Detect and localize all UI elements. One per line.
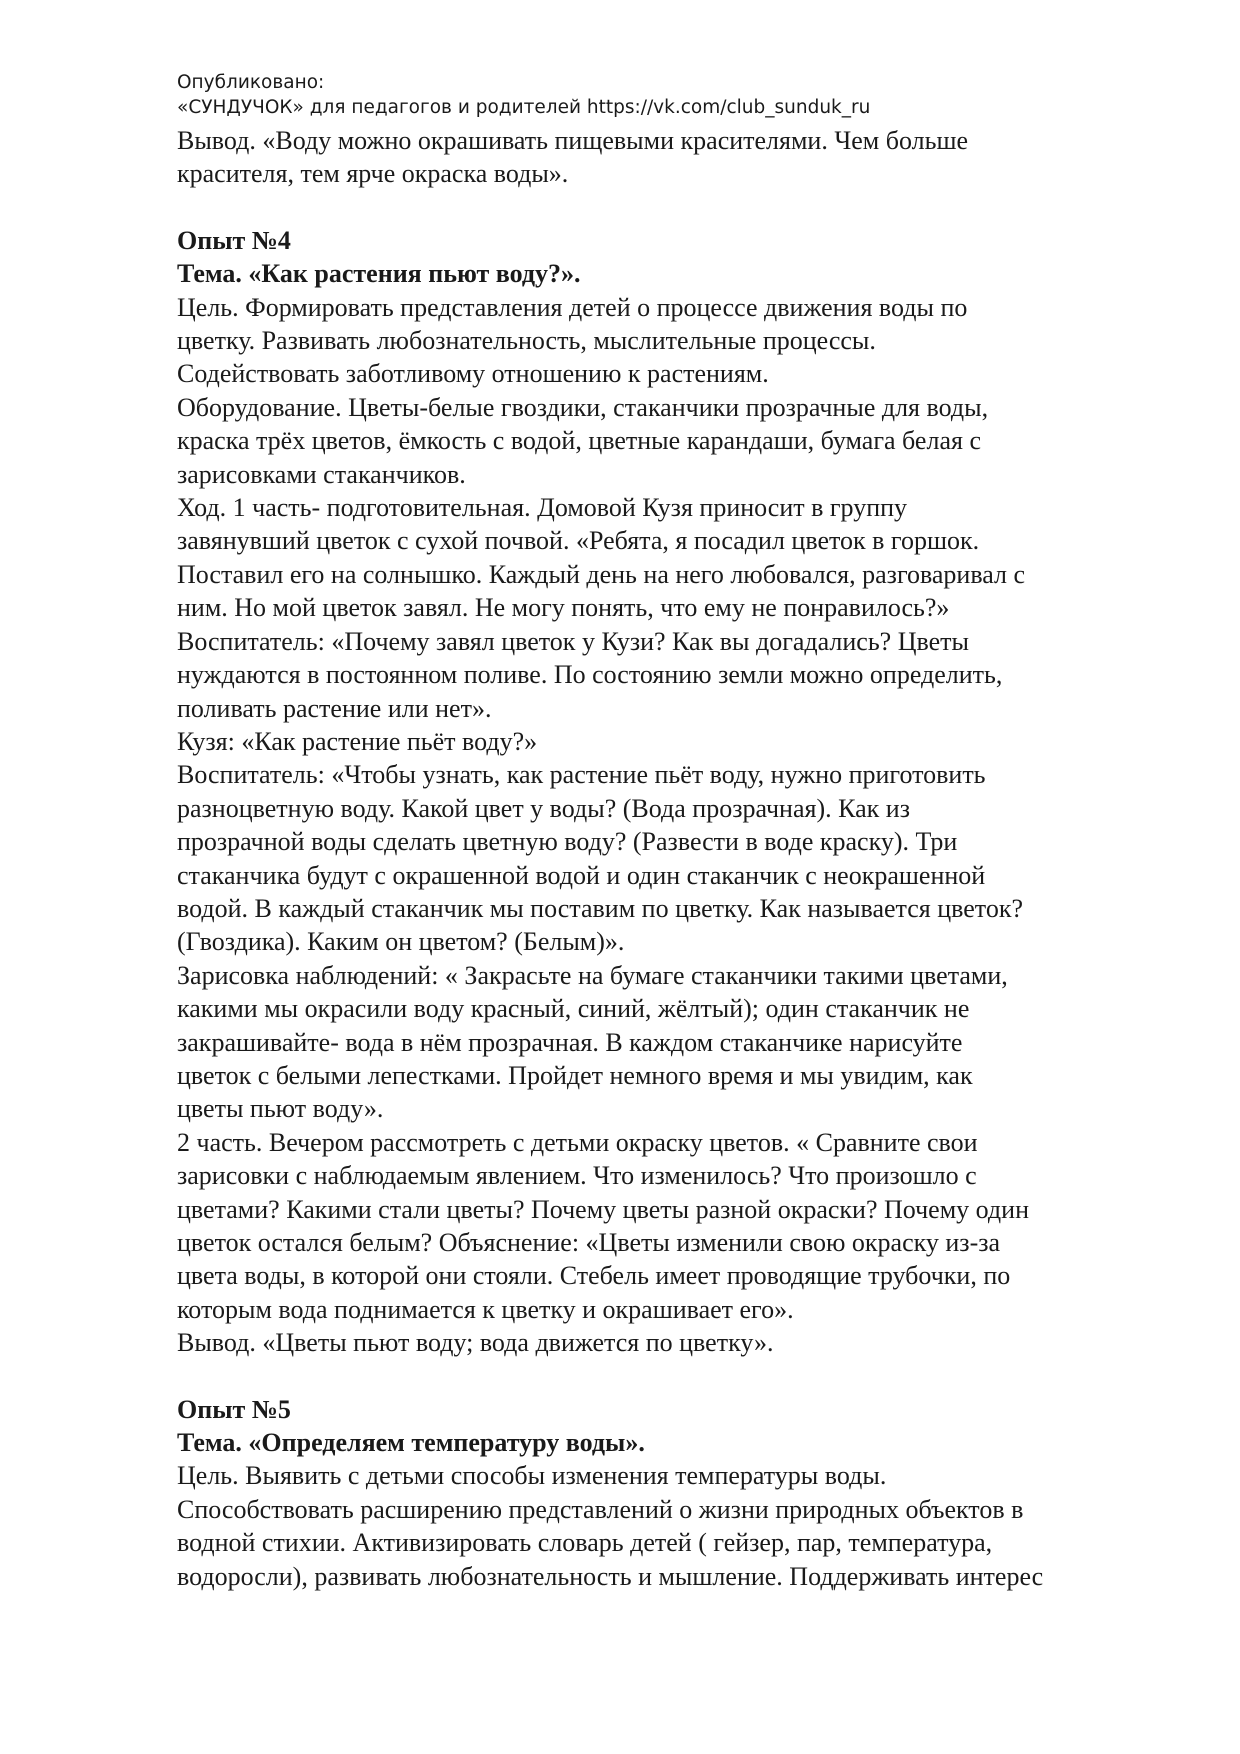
paragraph-line: Поставил его на солнышко. Каждый день на него любовался, разговаривал с <box>177 559 1026 589</box>
experiment-4-theme: Тема. «Как растения пьют воду?». <box>177 259 581 289</box>
paragraph-line: цветку. Развивать любознательность, мыслительные процессы. <box>177 326 876 356</box>
paragraph-line: цветок остался белым? Объяснение: «Цветы изменили свою окраску из-за <box>177 1228 1001 1257</box>
paragraph-line: какими мы окрасили воду красный, синий, жёлтый); один стаканчик не <box>177 994 970 1024</box>
paragraph-line: Воспитатель: «Почему завял цветок у Кузи? Как вы догадались? Цветы <box>177 626 969 656</box>
paragraph-line: Содействовать заботливому отношению к растениям. <box>177 359 769 389</box>
paragraph-line: цветок с белыми лепестками. Пройдет немного время и мы увидим, как <box>177 1060 973 1090</box>
experiment-5-section <box>177 1393 1177 1593</box>
paragraph-line: закрашивайте- вода в нём прозрачная. В каждом стаканчике нарисуйте <box>177 1027 963 1057</box>
paragraph-line: нуждаются в постоянном поливе. По состоянию земли можно определить, <box>177 660 1003 690</box>
spacer <box>177 1360 1177 1393</box>
paragraph-line: зарисовки с наблюдаемым явлением. Что изменилось? Что произошло с <box>177 1161 977 1191</box>
paragraph-line: стаканчика будут с окрашенной водой и один стаканчик с неокрашенной <box>177 860 986 890</box>
paragraph-line: Цель. Формировать представления детей о процессе движения воды по <box>177 292 968 322</box>
paragraph-line: Цель. Выявить с детьми способы изменения температуры воды. <box>177 1461 887 1491</box>
paragraph-line: (Гвоздика). Каким он цветом? (Белым)». <box>177 927 625 957</box>
experiment-4-title: Опыт №4 <box>177 225 291 255</box>
paragraph-line: Вывод. «Цветы пьют воду; вода движется по цветку». <box>177 1328 774 1358</box>
experiment-5-text <box>177 1459 1177 1593</box>
paragraph-line: разноцветную воду. Какой цвет у воды? (Вода прозрачная). Как из <box>177 793 910 823</box>
paragraph-line: Кузя: «Как растение пьёт воду?» <box>177 726 538 756</box>
header-published-label: Опубликовано: <box>177 72 325 93</box>
paragraph-line: Воспитатель: «Чтобы узнать, как растение пьёт воду, нужно приготовить <box>177 760 986 790</box>
document-body <box>177 70 1177 1593</box>
experiment-5-theme: Тема. «Определяем температуру воды». <box>177 1428 645 1458</box>
paragraph-line: водой. В каждый стаканчик мы поставим по цветку. Как называется цветок? <box>177 893 1023 923</box>
paragraph-line: зарисовками стаканчиков. <box>177 459 466 489</box>
header-source-line: «СУНДУЧОК» для педагогов и родителей https://vk.com/club_sunduk_ru <box>177 97 871 118</box>
paragraph-line: водной стихии. Активизировать словарь детей ( гейзер, пар, температура, <box>177 1528 993 1558</box>
paragraph-line: Способствовать расширению представлений о жизни природных объектов в <box>177 1494 1024 1524</box>
paragraph-line: завянувший цветок с сухой почвой. «Ребята, я посадил цветок в горшок. <box>177 526 980 556</box>
paragraph-line: поливать растение или нет». <box>177 693 492 723</box>
spacer <box>177 191 1177 224</box>
paragraph-line: водоросли), развивать любознательность и мышление. Поддерживать интерес <box>177 1561 1044 1591</box>
paragraph-line: Ход. 1 часть- подготовительная. Домовой Кузя приносит в группу <box>177 493 908 523</box>
paragraph-line: Зарисовка наблюдений: « Закрасьте на бумаге стаканчики такими цветами, <box>177 960 1008 990</box>
paragraph-line: ним. Но мой цветок завял. Не могу понять, что ему не понравилось?» <box>177 593 950 623</box>
paragraph-line: Вывод. «Воду можно окрашивать пищевыми красителями. Чем больше <box>177 126 969 155</box>
paragraph-line: Оборудование. Цветы-белые гвоздики, стаканчики прозрачные для воды, <box>177 392 989 422</box>
paragraph-line: цветами? Какими стали цветы? Почему цветы разной окраски? Почему один <box>177 1194 1029 1224</box>
paragraph-line: краска трёх цветов, ёмкость с водой, цветные карандаши, бумага белая с <box>177 426 981 456</box>
paragraph-line: которым вода поднимается к цветку и окрашивает его». <box>177 1294 794 1324</box>
experiment-5-title: Опыт №5 <box>177 1394 291 1424</box>
experiment-4-section <box>177 224 1177 1360</box>
experiment-4-text <box>177 291 1177 1360</box>
paragraph-line: прозрачной воды сделать цветную воду? (Развести в воде краску). Три <box>177 827 958 857</box>
intro-conclusion <box>177 124 1177 191</box>
publication-header <box>177 70 1177 120</box>
paragraph-line: красителя, тем ярче окраска воды». <box>177 159 569 189</box>
paragraph-line: 2 часть. Вечером рассмотреть с детьми окраску цветов. « Сравните свои <box>177 1127 978 1157</box>
paragraph-line: цвета воды, в которой они стояли. Стебель имеет проводящие трубочки, по <box>177 1261 1011 1291</box>
paragraph-line: цветы пьют воду». <box>177 1094 384 1124</box>
